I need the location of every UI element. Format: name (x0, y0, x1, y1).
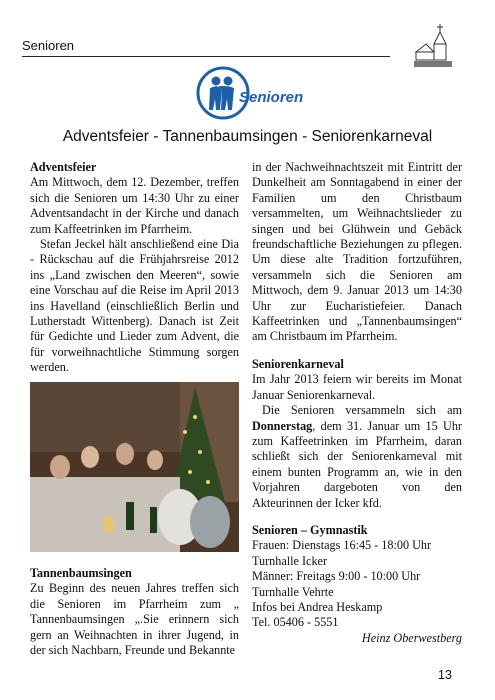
karneval-text-b: , dem 31. Januar um 15 Uhr zum Kaffeetrinken im Pfarrheim, daran schließt sich der Seniorenkarneval mit einem bunten Programm an, wie in den Vorjahren dargeboten von den Akteurinnen der Icker kfd. (252, 418, 462, 510)
gymnastik-line-1: Frauen: Dienstags 16:45 - 18:00 Uhr (252, 538, 432, 553)
right-column (252, 160, 462, 646)
page-title: Adventsfeier - Tannenbaumsingen - Seniorenkarneval (62, 128, 433, 145)
adventsfeier-paragraph-1: Am Mittwoch, dem 12. Dezember, treffen sich die Senioren um 14:30 Uhr zu einer Adventsandacht in der Kirche und danach zum Kaffeetrinken im Pfarrheim. (30, 175, 239, 236)
tannenbaumsingen-paragraph-1: Zu Beginn des neuen Jahres treffen sich die Senioren im Pfarrheim zum „ Tannenbaumsingen „.Sie erinnern sich gern an Weihnachten in ihrer Jugend, in der sich Nachbarn, Freunde und Bekannte (30, 581, 239, 658)
gymnastik-line-4: Turnhalle Vehrte (252, 584, 334, 599)
gymnastik-line-2: Turnhalle Icker (252, 553, 328, 568)
karneval-text-a: Die Senioren versammeln sich am (262, 403, 462, 418)
page-number: 13 (438, 668, 452, 682)
adventsfeier-paragraph-2: Stefan Jeckel hält anschließend eine Dia - Rückschau auf die Frühjahrsreise 2012 ins „Land zwischen den Meeren“, sowie eine Vorschau auf die Reise im April 2013 ins Havelland (einschließlich Berlin und Lutherstadt Wittenberg). Danach ist Zeit für Gedichte und Lieder zum Advent, die für vorweihnachtliche Stimmung sorgen werden. (30, 237, 239, 375)
left-column (30, 160, 239, 376)
gymnastik-line-5: Infos bei Andrea Heskamp (252, 599, 383, 614)
church-logo-icon (410, 22, 458, 70)
karneval-bold-day: Donnerstag (252, 418, 313, 433)
seniorenkarneval-heading: Seniorenkarneval (252, 356, 344, 371)
seniorenkarneval-paragraph-2 (252, 403, 462, 511)
gymnastik-line-3: Männer: Freitags 9:00 - 10:00 Uhr (252, 569, 421, 584)
gymnastik-line-6: Tel. 05406 - 5551 (252, 615, 339, 630)
tannenbaumsingen-heading: Tannenbaumsingen (30, 566, 132, 580)
event-photo (30, 382, 239, 552)
author-signature: Heinz Oberwestberg (361, 630, 462, 645)
section-label: Senioren (22, 38, 75, 53)
logo-text: Senioren (239, 89, 304, 106)
left-column-bottom (30, 566, 239, 658)
adventsfeier-heading: Adventsfeier (30, 160, 97, 174)
seniorenkarneval-paragraph-1: Im Jahr 2013 feiern wir bereits im Monat Januar Seniorenkarneval. (252, 372, 462, 402)
header-rule (22, 56, 390, 57)
tannenbaumsingen-continued: in der Nachweihnachtszeit mit Eintritt der Dunkelheit am Sonntagabend in einer der Familien um den Christbaum versammelten, um Weihnachtslieder zu singen und bei Glühwein und Gebäck freundschaftliche Beziehungen zu pflegen. Um diese alte Tradition fortzuführen, versammeln sich die Senioren am Mittwoch, dem 9. Januar 2013 um 14:30 Uhr zur Eucharistiefeier. Danach Kaffeetrinken und „Tannenbaumsingen“ am Christbaum im Pfarrheim. (252, 160, 462, 344)
senioren-logo (196, 66, 304, 120)
gymnastik-heading: Senioren – Gymnastik (252, 522, 368, 537)
